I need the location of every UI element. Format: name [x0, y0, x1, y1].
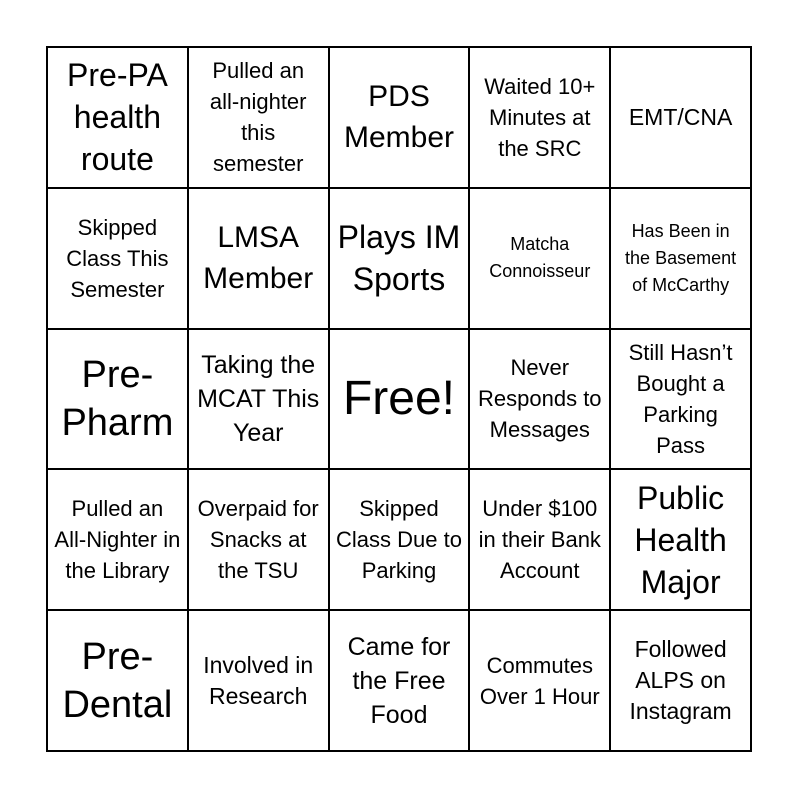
bingo-cell-label: Overpaid for Snacks at the TSU [197, 496, 319, 584]
bingo-cell-r5c3[interactable] [329, 610, 470, 751]
bingo-cell-label: Skipped Class Due to Parking [336, 496, 462, 584]
bingo-cell-label: Pre-PA health route [67, 57, 168, 178]
bingo-cell-r1c1[interactable] [47, 47, 188, 188]
free-space-label: Free! [342, 371, 455, 425]
bingo-cell-r5c2[interactable] [188, 610, 329, 751]
bingo-cell-r3c1[interactable] [47, 329, 188, 470]
bingo-cell-label: Still Hasn’t Bought a Parking Pass [628, 339, 733, 458]
bingo-cell-r3c5[interactable] [610, 329, 751, 470]
bingo-cell-label: PDS Member [343, 80, 454, 155]
bingo-cell-label: Plays IM Sports [337, 219, 461, 298]
bingo-cell-label: Skipped Class This Semester [66, 214, 169, 302]
bingo-cell-r1c5[interactable] [610, 47, 751, 188]
bingo-cell-label: Pulled an All-Nighter in the Library [54, 496, 181, 584]
bingo-cell-label: Pre-Dental [62, 635, 173, 726]
bingo-cell-label: Public Health Major [634, 479, 727, 600]
bingo-cell-r5c4[interactable] [469, 610, 610, 751]
bingo-cell-label: Pre-Pharm [61, 353, 174, 444]
bingo-cell-r2c5[interactable] [610, 188, 751, 329]
bingo-cell-r2c1[interactable] [47, 188, 188, 329]
bingo-board [46, 46, 752, 752]
bingo-cell-r4c3[interactable] [329, 469, 470, 610]
bingo-cell-label: Pulled an all-nighter this semester [209, 58, 307, 177]
bingo-cell-label: Taking the MCAT This Year [197, 350, 320, 447]
bingo-cell-r5c1[interactable] [47, 610, 188, 751]
bingo-cell-r3c4[interactable] [469, 329, 610, 470]
bingo-cell-r4c4[interactable] [469, 469, 610, 610]
bingo-cell-label: Under $100 in their Bank Account [478, 496, 601, 584]
bingo-cell-label: Followed ALPS on Instagram [629, 636, 732, 725]
bingo-cell-r2c2[interactable] [188, 188, 329, 329]
bingo-cell-label: Waited 10+ Minutes at the SRC [484, 73, 596, 161]
bingo-cell-label: Commutes Over 1 Hour [479, 652, 600, 709]
bingo-cell-free[interactable] [329, 329, 470, 470]
bingo-cell-r1c4[interactable] [469, 47, 610, 188]
bingo-cell-label: Matcha Connoisseur [489, 234, 591, 282]
bingo-cell-r4c5[interactable] [610, 469, 751, 610]
bingo-cell-r2c4[interactable] [469, 188, 610, 329]
bingo-cell-r1c2[interactable] [188, 47, 329, 188]
bingo-cell-r4c1[interactable] [47, 469, 188, 610]
bingo-cell-r4c2[interactable] [188, 469, 329, 610]
bingo-cell-label: Never Responds to Messages [478, 355, 602, 443]
bingo-cell-label: LMSA Member [203, 221, 314, 296]
bingo-cell-label: Involved in Research [203, 651, 314, 709]
bingo-cell-r2c3[interactable] [329, 188, 470, 329]
bingo-cell-r1c3[interactable] [329, 47, 470, 188]
bingo-cell-label: Has Been in the Basement of McCarthy [625, 220, 737, 295]
bingo-cell-r5c5[interactable] [610, 610, 751, 751]
bingo-cell-label: Came for the Free Food [347, 632, 451, 729]
bingo-cell-label: EMT/CNA [628, 103, 733, 130]
bingo-cell-r3c2[interactable] [188, 329, 329, 470]
